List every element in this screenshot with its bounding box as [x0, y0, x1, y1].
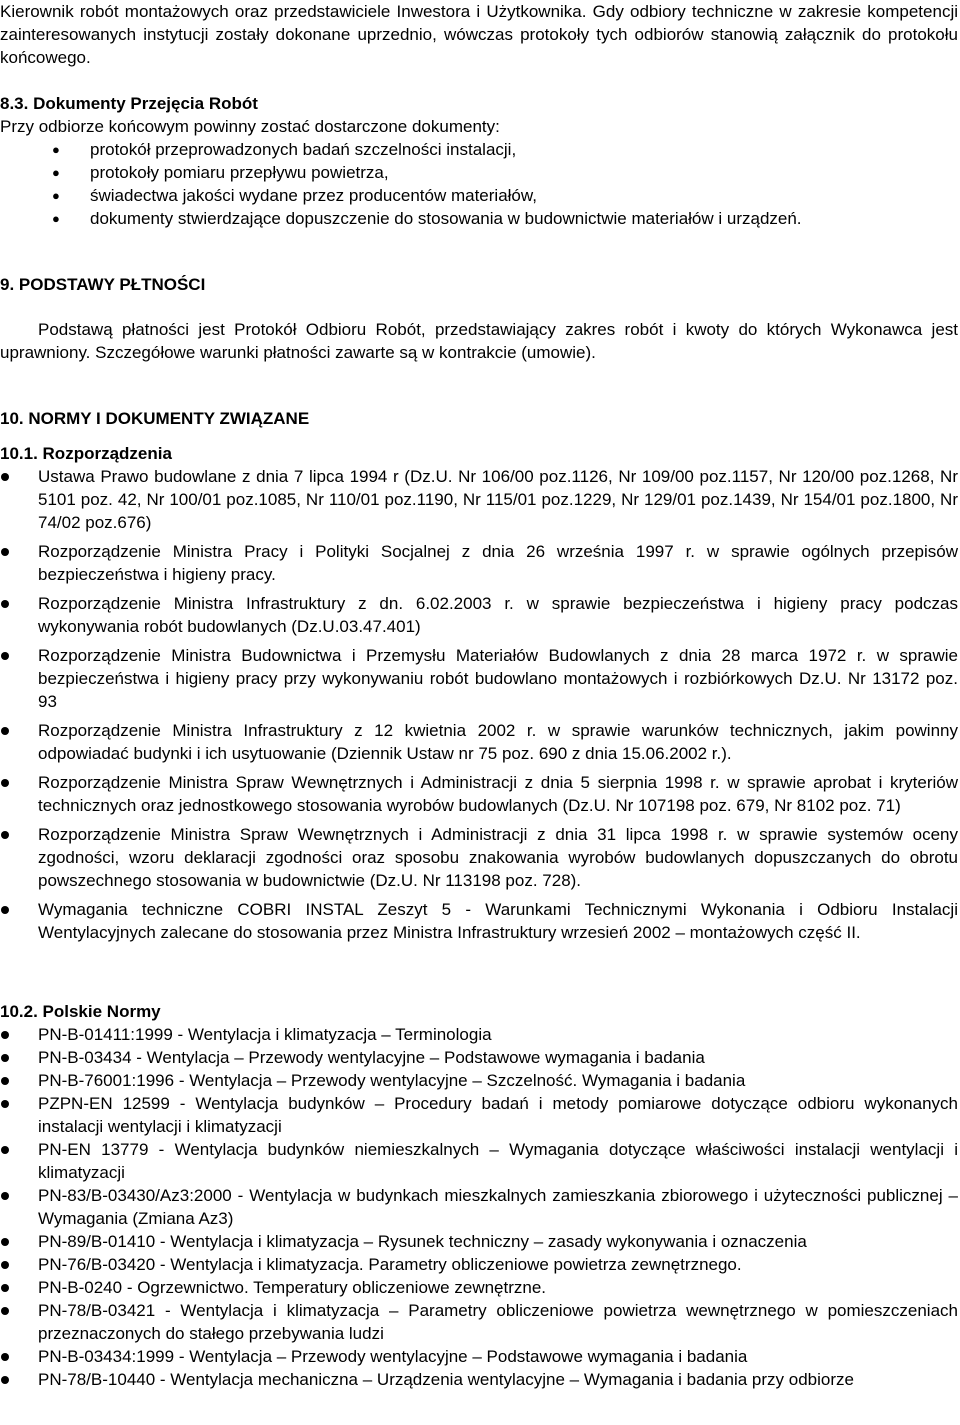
bullet-icon — [1, 473, 9, 481]
bullet-icon — [1, 1238, 9, 1246]
bullet-icon — [1, 1100, 9, 1108]
bullet-icon — [1, 1376, 9, 1384]
list-item: PN-B-0240 - Ogrzewnictwo. Temperatury obliczeniowe zewnętrzne. — [0, 1276, 958, 1299]
section-8-3-heading: 8.3. Dokumenty Przejęcia Robót — [0, 94, 258, 113]
list-item: PN-B-03434:1999 - Wentylacja – Przewody wentylacyjne – Podstawowe wymagania i badania — [0, 1345, 958, 1368]
bullet-icon — [1, 548, 9, 556]
list-item: Ustawa Prawo budowlane z dnia 7 lipca 1994 r (Dz.U. Nr 106/00 poz.1126, Nr 109/00 poz.1157, Nr 120/00 poz.1268, Nr 5101 poz. 42, Nr 100/01 poz.1085, Nr 110/01 poz.1190, Nr 115/01 poz.1229, Nr 129/01 poz.1439, Nr 154/01 poz.1800, Nr 74/02 poz.676) — [0, 465, 958, 534]
section-10-1 — [0, 442, 958, 944]
list-item: PZPN-EN 12599 - Wentylacja budynków – Procedury badań i metody pomiarowe dotyczące odbioru wykonanych instalacji wentylacji i klimatyzacji — [0, 1092, 958, 1138]
bullet-icon — [1, 1353, 9, 1361]
list-item: Rozporządzenie Ministra Spraw Wewnętrznych i Administracji z dnia 5 sierpnia 1998 r. w sprawie aprobat i kryteriów technicznych oraz jednostkowego stosowania wyrobów budowlanych (Dz.U. Nr 107198 poz. 679, Nr 8102 poz. 71) — [0, 771, 958, 817]
list-item: Rozporządzenie Ministra Infrastruktury z 12 kwietnia 2002 r. w sprawie warunków technicznych, jakim powinny odpowiadać budynki i ich usytuowanie (Dziennik Ustaw nr 75 poz. 690 z dnia 15.06.2002 r.). — [0, 719, 958, 765]
bullet-icon — [1, 1284, 9, 1292]
bullet-icon — [1, 1031, 9, 1039]
section-10-heading: 10. NORMY I DOKUMENTY ZWIĄZANE — [0, 409, 310, 428]
list-item: PN-78/B-03421 - Wentylacja i klimatyzacja – Parametry obliczeniowe powietrza wewnętrznego w pomieszczeniach przeznaczonych do stałego przebywania ludzi — [0, 1299, 958, 1345]
list-item: ● dokumenty stwierdzające dopuszczenie do stosowania w budownictwie materiałów i urządzeń. — [0, 207, 958, 230]
list-item: Rozporządzenie Ministra Spraw Wewnętrznych i Administracji z dnia 31 lipca 1998 r. w sprawie systemów oceny zgodności, wzoru deklaracji zgodności oraz sposobu znakowania wyrobów budowlanych dopuszczanych do obrotu powszechnego stosowania w budownictwie (Dz.U. Nr 113198 poz. 728). — [0, 823, 958, 892]
bullet-icon — [1, 906, 9, 914]
list-item: PN-89/B-01410 - Wentylacja i klimatyzacja – Rysunek techniczny – zasady wykonywania i oznaczenia — [0, 1230, 958, 1253]
regulations-list — [0, 465, 958, 944]
bullet-icon — [1, 1054, 9, 1062]
list-item: PN-83/B-03430/Az3:2000 - Wentylacja w budynkach mieszkalnych zamieszkania zbiorowego i użyteczności publicznej – Wymagania (Zmiana Az3) — [0, 1184, 958, 1230]
section-8-3 — [0, 92, 958, 230]
bullet-icon — [1, 652, 9, 660]
list-item: PN-76/B-03420 - Wentylacja i klimatyzacja. Parametry obliczeniowe powietrza zewnętrznego. — [0, 1253, 958, 1276]
list-item: ● protokół przeprowadzonych badań szczelności instalacji, — [0, 138, 958, 161]
section-10-1-heading: 10.1. Rozporządzenia — [0, 444, 172, 463]
standards-list — [0, 1023, 958, 1391]
list-item: Wymagania techniczne COBRI INSTAL Zeszyt 5 - Warunkami Technicznymi Wykonania i Odbioru Instalacji Wentylacyjnych zalecane do stosowania przez Ministra Infrastruktury wrzesień 2002 – montażowych część II. — [0, 898, 958, 944]
section-8-3-lead: Przy odbiorze końcowym powinny zostać dostarczone dokumenty: — [0, 117, 500, 136]
intro-paragraph: Kierownik robót montażowych oraz przedstawiciele Inwestora i Użytkownika. Gdy odbiory techniczne w zakresie kompetencji zainteresowanych instytucji zostały dokonane uprzednio, wówczas protokoły tych odbiorów stanowią załącznik do protokołu końcowego. — [0, 2, 958, 67]
bullet-icon — [1, 1146, 9, 1154]
list-item: PN-78/B-10440 - Wentylacja mechaniczna – Urządzenia wentylacyjne – Wymagania i badania przy odbiorze — [0, 1368, 958, 1391]
bullet-icon — [1, 779, 9, 787]
list-item: Rozporządzenie Ministra Infrastruktury z dn. 6.02.2003 r. w sprawie bezpieczeństwa i higieny pracy podczas wykonywania robót budowlanych (Dz.U.03.47.401) — [0, 592, 958, 638]
list-item: PN-EN 13779 - Wentylacja budynków niemieszkalnych – Wymagania dotyczące właściwości instalacji wentylacji i klimatyzacji — [0, 1138, 958, 1184]
bullet-icon — [1, 1077, 9, 1085]
bullet-icon — [1, 1192, 9, 1200]
list-item: Rozporządzenie Ministra Budownictwa i Przemysłu Materiałów Budowlanych z dnia 28 marca 1972 r. w sprawie bezpieczeństwa i higieny pracy przy wykonywaniu robót budowlano montażowych i rozbiórkowych Dz.U. Nr 13172 poz. 93 — [0, 644, 958, 713]
bullet-icon — [1, 1307, 9, 1315]
list-item: ● protokoły pomiaru przepływu powietrza, — [0, 161, 958, 184]
list-item: ● świadectwa jakości wydane przez producentów materiałów, — [0, 184, 958, 207]
bullet-icon — [1, 727, 9, 735]
section-10-2 — [0, 1000, 958, 1391]
list-item: PN-B-76001:1996 - Wentylacja – Przewody wentylacyjne – Szczelność. Wymagania i badania — [0, 1069, 958, 1092]
bullet-icon — [1, 600, 9, 608]
section-8-3-list — [0, 138, 958, 230]
section-9 — [0, 273, 958, 364]
bullet-icon — [1, 831, 9, 839]
list-item: PN-B-03434 - Wentylacja – Przewody wentylacyjne – Podstawowe wymagania i badania — [0, 1046, 958, 1069]
list-item: Rozporządzenie Ministra Pracy i Polityki Socjalnej z dnia 26 września 1997 r. w sprawie ogólnych przepisów bezpieczeństwa i higieny pracy. — [0, 540, 958, 586]
list-item: PN-B-01411:1999 - Wentylacja i klimatyzacja – Terminologia — [0, 1023, 958, 1046]
section-9-heading: 9. PODSTAWY PŁTNOŚCI — [0, 275, 206, 294]
section-9-text: Podstawą płatności jest Protokół Odbioru Robót, przedstawiający zakres robót i kwoty do których Wykonawca jest uprawniony. Szczegółowe warunki płatności zawarte są w kontrakcie (umowie). — [0, 320, 958, 362]
bullet-icon — [1, 1261, 9, 1269]
section-10-2-heading: 10.2. Polskie Normy — [0, 1002, 161, 1021]
